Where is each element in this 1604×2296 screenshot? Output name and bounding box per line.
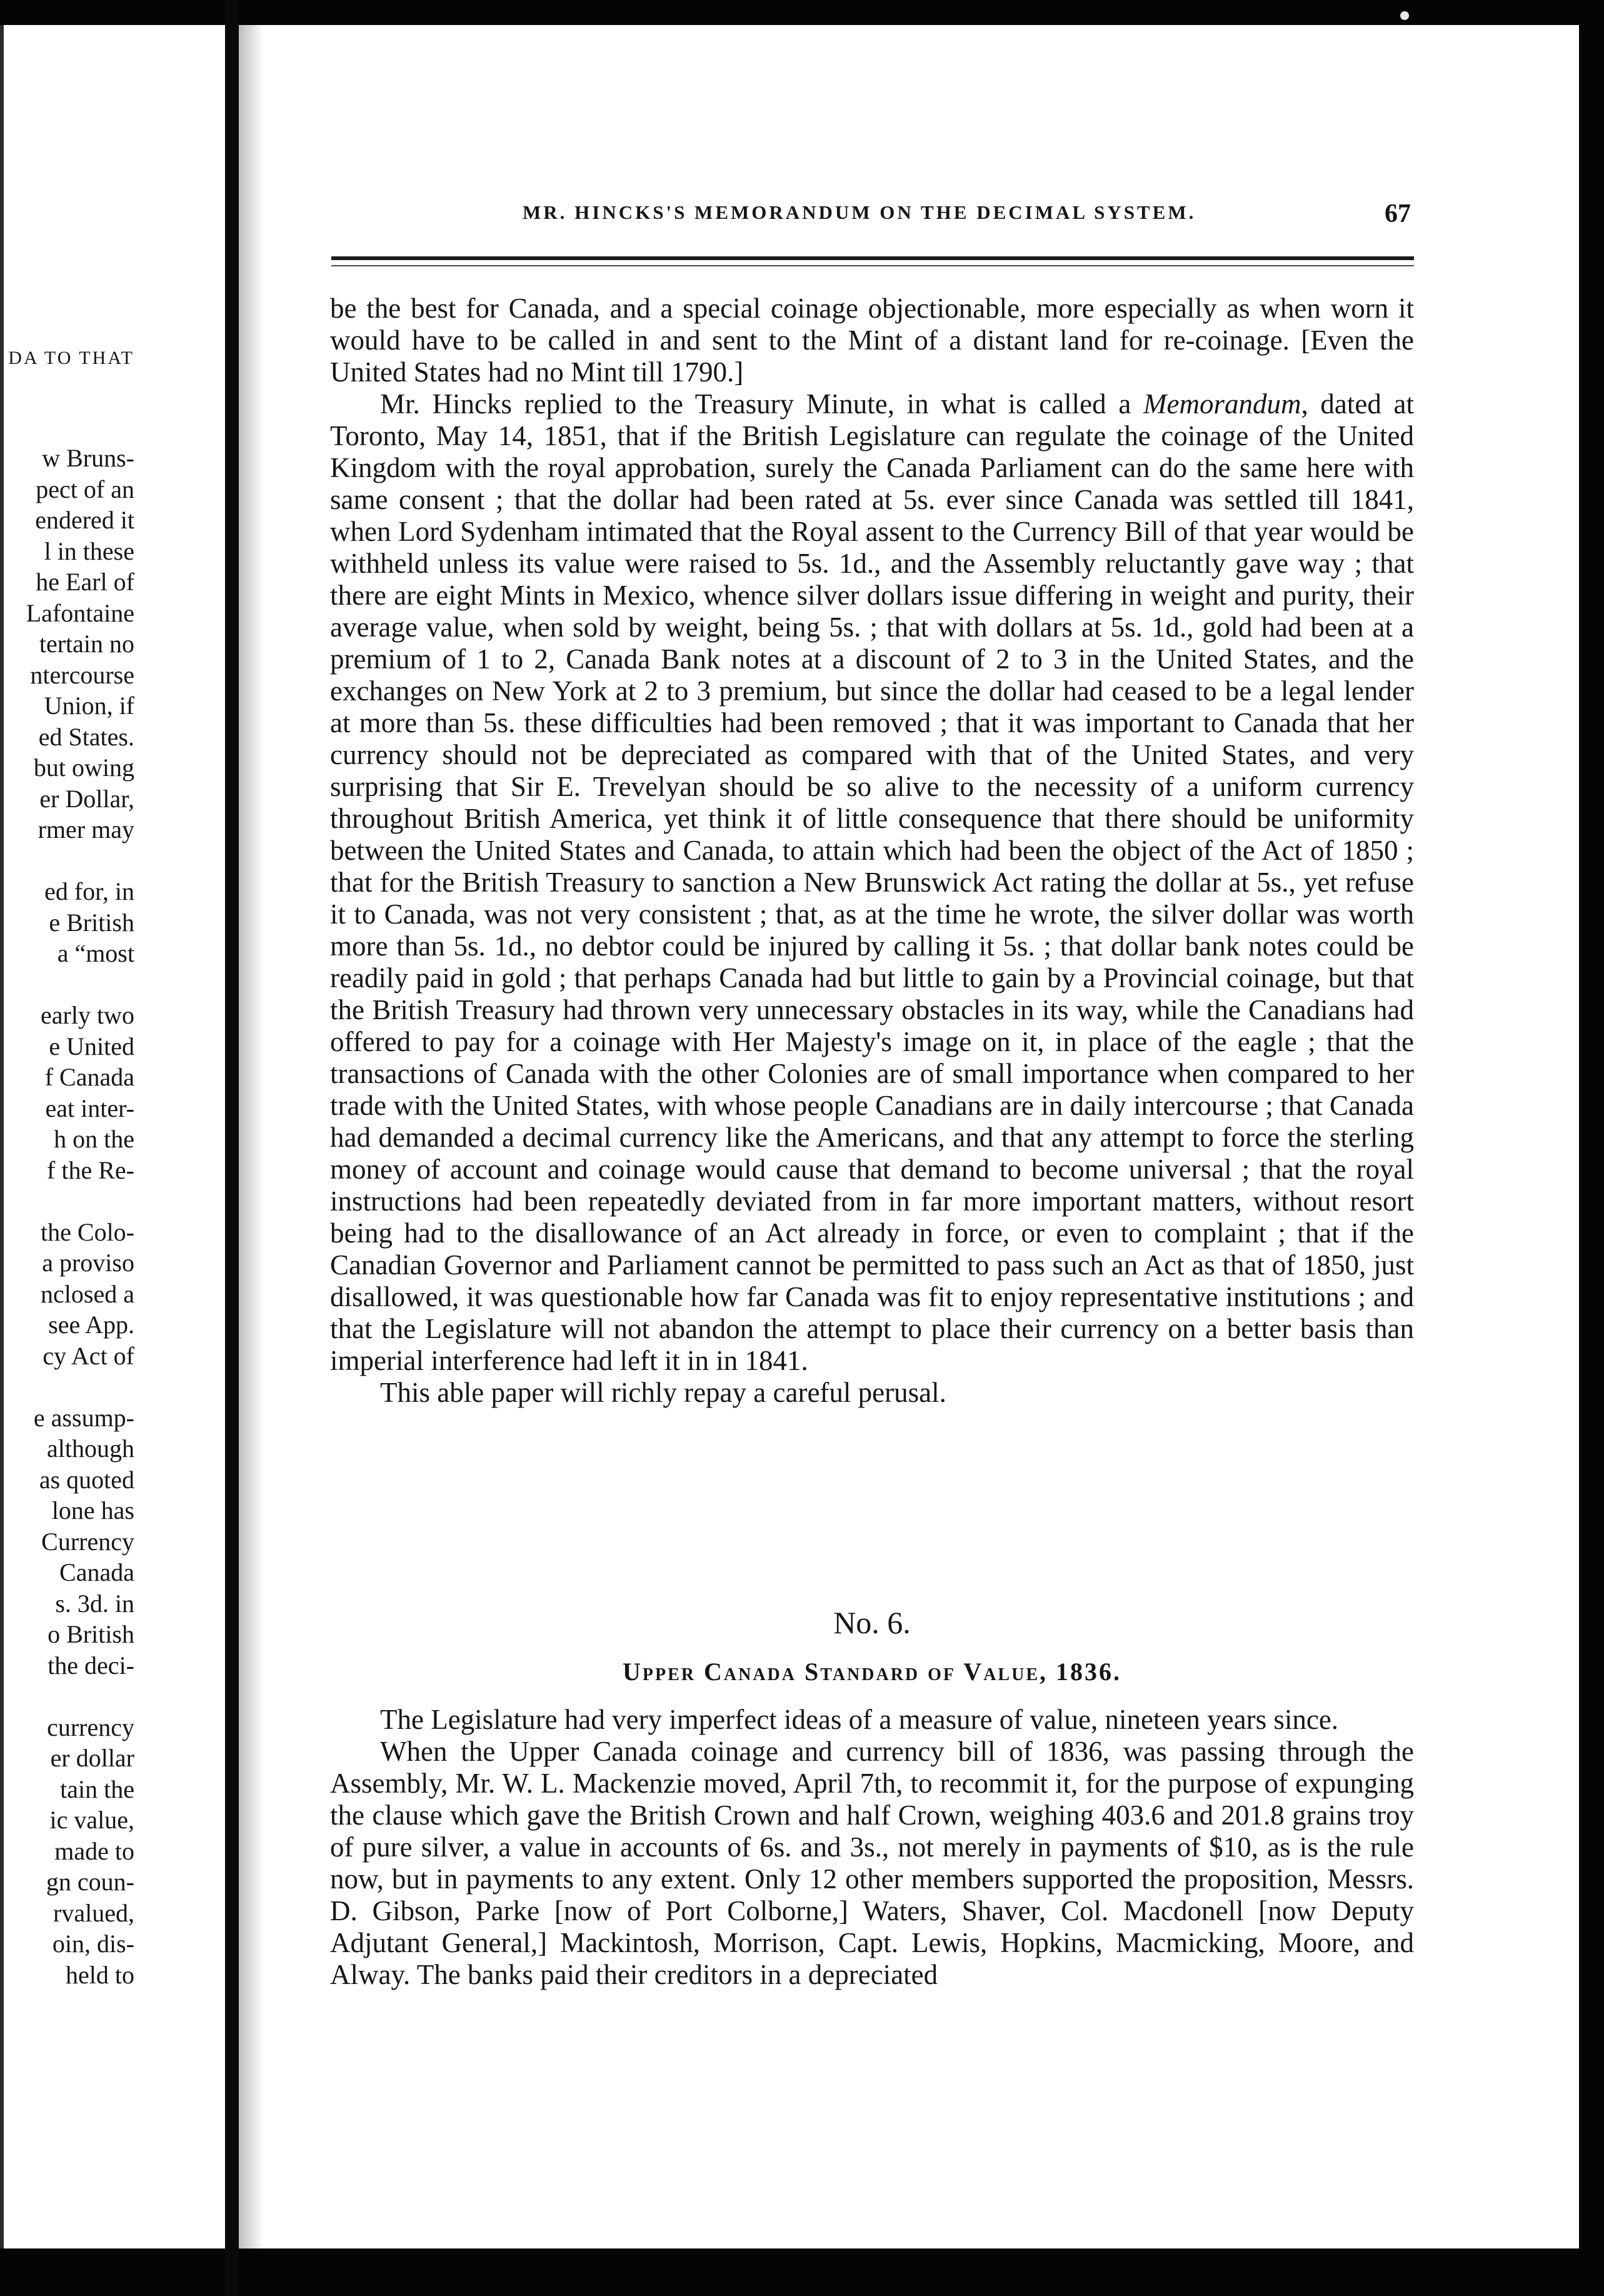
gutter-shadow (239, 25, 264, 2248)
left-page-line: er Dollar, (39, 785, 134, 813)
scan-border-bottom (0, 2248, 1604, 2296)
left-page-line: s. 3d. in (55, 1589, 134, 1618)
left-page-line: Canada (59, 1558, 134, 1586)
left-page-line: but owing (33, 753, 134, 782)
left-page-line: Lafontaine (26, 599, 134, 627)
left-page-line: e British (49, 909, 134, 937)
left-page-fragment (0, 0, 225, 2296)
memorandum-italic: Memorandum (1143, 388, 1301, 420)
left-page-line: ed for, in (44, 877, 134, 905)
left-page-line: the deci- (48, 1651, 134, 1679)
left-page-line: w Bruns- (42, 444, 134, 472)
left-page-line: h on the (54, 1125, 134, 1153)
left-page-line: pect of an (36, 475, 134, 503)
scan-border-top (0, 0, 1604, 25)
left-page-line: cy Act of (43, 1342, 134, 1370)
left-page-line: e United (49, 1032, 134, 1060)
left-page-line: rvalued, (53, 1899, 134, 1927)
left-page-line: as quoted (39, 1466, 134, 1494)
left-page-header: DA TO THAT (8, 348, 134, 368)
scan-border-right (1579, 0, 1604, 2296)
left-page-line: l in these (44, 537, 134, 565)
left-page-line: ntercourse (30, 661, 134, 689)
left-page-line: eat inter- (45, 1094, 134, 1122)
section-heading: Upper Canada Standard of Value, 1836. (623, 1658, 1121, 1686)
left-page-line: currency (47, 1713, 134, 1741)
left-page-line: the Colo- (41, 1218, 134, 1246)
left-page-line: tertain no (39, 630, 134, 658)
left-page-line: f the Re- (47, 1156, 134, 1184)
left-page-line: early two (41, 1001, 134, 1029)
left-page-line: o British (48, 1620, 134, 1648)
left-page-line: f Canada (44, 1063, 134, 1091)
document-number: No. 6. (833, 1605, 911, 1640)
scan-speck (1400, 11, 1409, 20)
paragraph-memorandum (330, 388, 1414, 1377)
left-page-line: held to (66, 1961, 134, 1989)
left-page-line: see App. (48, 1311, 134, 1339)
left-page-line: lone has (51, 1496, 134, 1524)
left-page-line: rmer may (38, 815, 134, 843)
paragraph-memorandum-rest: , dated at Toronto, May 14, 1851, that if the British Legislature can regulate the coinage of the United Kingdom with the royal approbation, surely the Canada Parliament can do the same here with same consent ; that the dollar had been rated at 5s. ever since Canada was settled till 1841, when Lord Sydenham intimated that the Royal assent to the Currency Bill of that year would be withheld unless its value were raised to 5s. 1d., and the Assembly reluctantly gave way ; that there are eight Mints in Mexico, whence silver dollars issue differing in weight and purity, their average value, when sold by weight, being 5s. ; that with dollars at 5s. 1d., gold had been at a premium of 1 to 2, Canada Bank notes at a discount of 2 to 3 in the United States, and the exchanges on New York at 2 to 3 premium, but since the dollar had ceased to be a legal lender at more than 5s. these difficulties had been removed ; that it was important to Canada that her currency should not be depreciated as compared with that of the United States, and very surprising that Sir E. Trevelyan should be so alive to the necessity of a uniform currency throughout British America, yet think it of little consequence that there should be uniformity between the United States and Canada, to attain which had been the object of the Act of 1850 ; that for the British Treasury to sanction a New Brunswick Act rating the dollar at 5s., yet refuse it to Canada, was not very consistent ; that, as at the time he wrote, the silver dollar was worth more than 5s. 1d., no debtor could be injured by calling it 5s. ; that dollar bank notes could be readily paid in gold ; that perhaps Canada had but little to gain by a Provincial coinage, but that the British Treasury had thrown very unnecessary obstacles in its way, while the Canadians had offered to pay for a coinage with Her Majesty's image on it, in place of the eagle ; that the transactions of Canada with the other Colonies are of small importance when compared to her trade with the United States, with whose people Canadians are in daily intercourse ; that Canada had demanded a decimal currency like the Americans, and that any attempt to force the sterling money of account and coinage would cause that demand to become universal ; that the royal instructions had been repeatedly deviated from in far more important matters, without resort being had to the disallowance of an Act already in force, or even to complaint ; that if the Canadian Governor and Parliament cannot be permitted to pass such an Act as that of 1850, just disallowed, it was questionable how far Canada was fit to enjoy representative institutions ; and that the Legislature will not abandon the attempt to place their currency on a better basis than imperial interference had left it in in 1841. (330, 388, 1414, 1376)
page-number: 67 (1385, 199, 1411, 228)
left-page-line: oin, dis- (52, 1930, 134, 1958)
left-page-line: made to (54, 1837, 134, 1865)
left-page-line: endered it (35, 506, 134, 534)
left-page-line: he Earl of (36, 568, 134, 596)
left-page-line: tain the (60, 1775, 134, 1803)
section-text-block (330, 1704, 1414, 1991)
left-page-line: ed States. (38, 723, 134, 751)
left-page-line: nclosed a (41, 1280, 134, 1308)
left-page-line: although (47, 1434, 134, 1463)
paragraph-coinage-bill: When the Upper Canada coinage and currency bill of 1836, was passing through the Assembly, Mr. W. L. Mackenzie moved, April 7th, to recommit it, for the purpose of expunging the clause which gave the British Crown and half Crown, weighing 403.6 and 201.8 grains troy of pure silver, a value in accounts of 6s. and 3s., not merely in payments of $10, as is the rule now, but in payments to any extent. Only 12 other members supported the proposition, Messrs. D. Gibson, Parke [now of Port Colborne,] Waters, Shaver, Col. Macdonell [now Deputy Adjutant General,] Mackintosh, Morrison, Capt. Lewis, Hopkins, Macmicking, Moore, and Alway. The banks paid their creditors in a depreciated (330, 1736, 1414, 1990)
left-page-line: Union, if (44, 692, 134, 720)
header-rule-thick (331, 256, 1414, 260)
left-page-line: a “most (57, 939, 134, 967)
left-page-line: a proviso (42, 1249, 134, 1277)
paragraph-continued: be the best for Canada, and a special coinage objectionable, more especially as when worn it would have to be called in and sent to the Mint of a distant land for re-coinage. [Even the United States had no Mint till 1790.] (330, 293, 1414, 388)
paragraph-memorandum-start: Mr. Hincks replied to the Treasury Minute, in what is called a (380, 388, 1143, 420)
paragraph-closing: This able paper will richly repay a careful perusal. (380, 1377, 946, 1408)
left-page-line: ic value, (49, 1806, 134, 1834)
left-page-line: Currency (41, 1528, 134, 1556)
header-rule-thin (331, 265, 1414, 266)
book-gutter (225, 0, 239, 2296)
left-page-line: er dollar (50, 1744, 134, 1772)
paragraph-legislature: The Legislature had very imperfect ideas of a measure of value, nineteen years since. (380, 1704, 1339, 1735)
left-page-line: gn coun- (46, 1868, 134, 1896)
running-head: MR. HINCKS'S MEMORANDUM ON THE DECIMAL SYSTEM. (523, 201, 1196, 223)
main-text-block (330, 293, 1414, 1409)
left-page-line: e assump- (33, 1404, 134, 1432)
